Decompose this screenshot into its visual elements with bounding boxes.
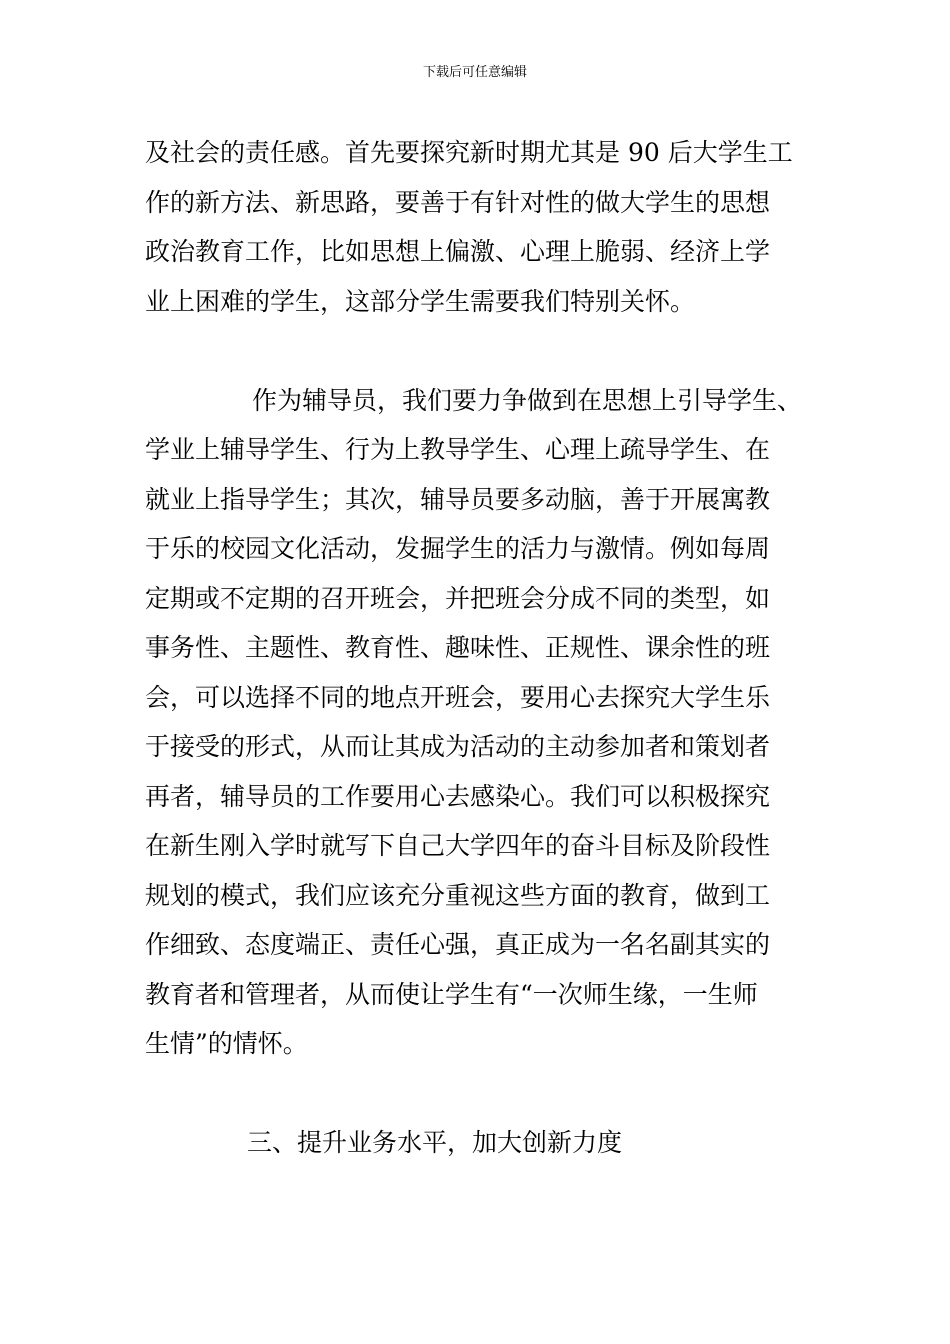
paragraph-line: 定期或不定期的召开班会，并把班会分成不同的类型，如 [145, 583, 771, 613]
paragraph-line: 作细致、态度端正、责任心强，真正成为一名名副其实的 [145, 930, 771, 959]
paragraph-spacer [145, 326, 815, 376]
paragraph-2 [145, 376, 815, 1069]
paragraph-line: 业上困难的学生，这部分学生需要我们特别关怀。 [145, 286, 696, 316]
paragraph-line: 作的新方法、新思路，要善于有针对性的做大学生的思想 [145, 187, 771, 217]
paragraph-line: 学业上辅导学生、行为上教导学生、心理上疏导学生、在 [145, 435, 771, 464]
paragraph-line: 于乐的校园文化活动，发掘学生的活力与激情。例如每周 [145, 534, 771, 563]
paragraph-line: 再者，辅导员的工作要用心去感染心。我们可以积极探究 [145, 781, 771, 811]
document-body [145, 128, 815, 1168]
paragraph-line: 作为辅导员，我们要力争做到在思想上引导学生、 [252, 385, 803, 415]
paragraph-line: 就业上指导学生；其次，辅导员要多动脑，善于开展寓教 [145, 484, 771, 514]
paragraph-line: 及社会的责任感。首先要探究新时期尤其是 90 后大学生工 [145, 138, 793, 167]
paragraph-line: 政治教育工作，比如思想上偏激、心理上脆弱、经济上学 [145, 237, 771, 266]
paragraph-line: 于接受的形式，从而让其成为活动的主动参加者和策划者 [145, 732, 771, 761]
paragraph-line: 教育者和管理者，从而使让学生有“一次师生缘，一生师 [145, 979, 758, 1009]
page-header: 下载后可任意编辑 [422, 65, 527, 80]
paragraph-spacer [145, 1069, 815, 1119]
paragraph-line: 规划的模式，我们应该充分重视这些方面的教育，做到工 [145, 880, 771, 910]
paragraph-line: 会，可以选择不同的地点开班会，要用心去探究大学生乐 [145, 682, 771, 712]
paragraph-line: 生情”的情怀。 [145, 1029, 308, 1058]
paragraph-line: 事务性、主题性、教育性、趣味性、正规性、课余性的班 [145, 633, 771, 662]
paragraph-1 [145, 128, 815, 326]
section-heading: 三、提升业务水平，加大创新力度 [247, 1128, 623, 1157]
paragraph-line: 在新生刚入学时就写下自己大学四年的奋斗目标及阶段性 [145, 831, 771, 860]
